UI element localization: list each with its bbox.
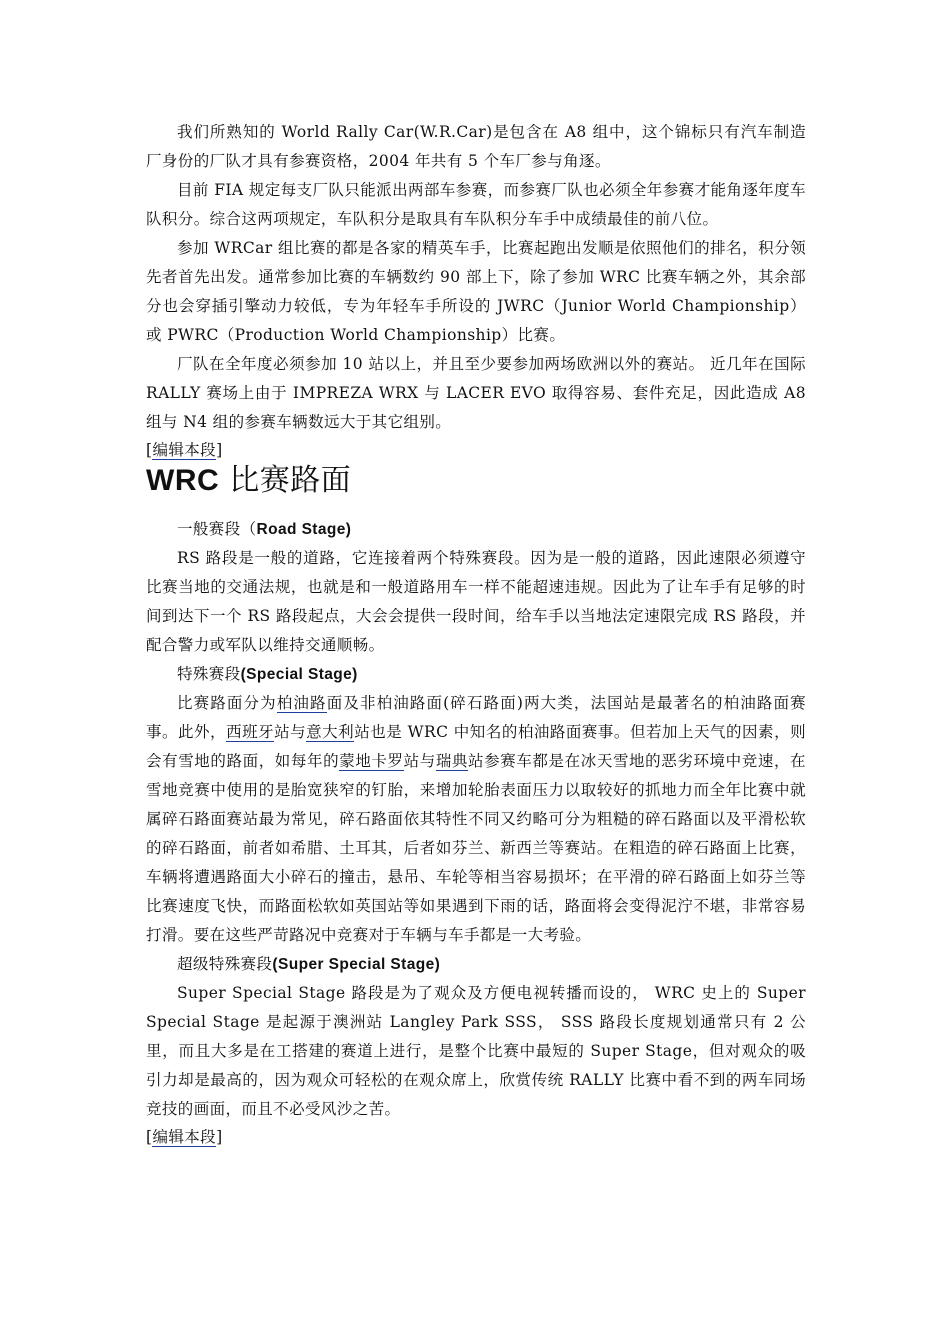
link-spain[interactable]: 西班牙 bbox=[226, 723, 275, 741]
link-sweden[interactable]: 瑞典 bbox=[435, 752, 469, 770]
special-stage-text-6: 站参赛车都是在冰天雪地的恶劣环境中竞速，在雪地竞赛中使用的是胎宽狭窄的钉胎，来增加轮胎表面压力以取较好的抓地力而全年比赛中就属碎石路面赛站最为常见，碎石路面依其特性不同又约略可分为粗糙的碎石路面以及平滑松软的碎石路面，前者如希腊、土耳其，后者如芬兰、新西兰等赛站。在粗造的碎石路面上比赛，车辆将遭遇路面大小碎石的撞击，悬吊、车轮等相当容易损坏；在平滑的碎石路面上如芬兰等比赛速度飞快，而路面松软如英国站等如果遇到下雨的话，路面将会变得泥泞不堪，非常容易打滑。要在这些严苛路况中竞赛对于车辆与车手都是一大考验。 bbox=[146, 752, 806, 944]
section-title-cn: 比赛路面 bbox=[219, 463, 352, 498]
document-page bbox=[146, 118, 806, 1148]
special-stage-text-3: 站与 bbox=[274, 723, 307, 741]
road-stage-heading bbox=[146, 515, 806, 544]
road-stage-paragraph: RS 路段是一般的道路，它连接着两个特殊赛段。因为是一般的道路，因此速限必须遵守比赛当地的交通法规，也就是和一般道路用车一样不能超速违规。因此为了让车手有足够的时间到达下一个 RS 路段起点，大会会提供一段时间，给车手以当地法定速限完成 RS 路段，并配合警力或军队以维持交通顺畅。 bbox=[146, 549, 806, 654]
link-asphalt[interactable]: 柏油路 bbox=[276, 694, 327, 712]
special-stage-paragraph bbox=[146, 689, 806, 950]
special-stage-text-4: 站也是 WRC 中知名的柏油路面赛事。但若加上天气的因素，则会有雪地的路面，如每年的 bbox=[146, 723, 806, 770]
super-special-stage-heading bbox=[146, 950, 806, 979]
edit-section-link-2-wrap: [编辑本段] bbox=[146, 1128, 223, 1146]
intro-paragraph-2: 目前 FIA 规定每支厂队只能派出两部车参赛，而参赛厂队也必须全年参赛才能角逐年度车队积分。综合这两项规定，车队积分是取具有车队积分车手中成绩最佳的前八位。 bbox=[146, 181, 806, 228]
link-monte-carlo[interactable]: 蒙地卡罗 bbox=[339, 752, 404, 770]
road-stage-heading-latin: Road Stage) bbox=[256, 521, 352, 538]
intro-paragraph-3: 参加 WRCar 组比赛的都是各家的精英车手，比赛起跑出发顺是依照他们的排名，积分领先者首先出发。通常参加比赛的车辆数约 90 部上下，除了参加 WRC 比赛车辆之外，其余部分也会穿插引擎动力较低，专为年轻车手所设的 JWRC（Junior World Championship）或 PWRC（Production World Championship）比赛。 bbox=[146, 239, 806, 344]
intro-paragraph-1: 我们所熟知的 World Rally Car(W.R.Car)是包含在 A8 组中，这个锦标只有汽车制造厂身份的厂队才具有参赛资格，2004 年共有 5 个车厂参与角逐。 bbox=[146, 123, 806, 170]
section-title bbox=[146, 461, 806, 501]
road-stage-heading-cn: 一般赛段（ bbox=[177, 520, 257, 538]
special-stage-heading bbox=[146, 660, 806, 689]
super-special-stage-heading-latin: (Super Special Stage) bbox=[272, 956, 441, 973]
special-stage-text-2: 面及非柏油路面(碎石路面)两大类，法国站是最著名的柏油路面赛事。此外， bbox=[146, 694, 807, 741]
intro-paragraph-4: 厂队在全年度必须参加 10 站以上，并且至少要参加两场欧洲以外的赛站。 近几年在国际 RALLY 赛场上由于 IMPREZA WRX 与 LACER EVO 取得容易、套件充足，因此造成 A8 组与 N4 组的参赛车辆数远大于其它组别。 bbox=[146, 355, 806, 431]
super-special-stage-heading-cn: 超级特殊赛段 bbox=[177, 955, 273, 973]
link-italy[interactable]: 意大利 bbox=[306, 723, 355, 741]
section-title-latin: WRC bbox=[146, 464, 220, 497]
edit-section-link-1[interactable]: 编辑本段 bbox=[152, 441, 217, 459]
super-special-stage-paragraph: Super Special Stage 路段是为了观众及方便电视转播而设的， WRC 史上的 Super Special Stage 是起源于澳洲站 Langley Park SSS， SSS 路段长度规划通常只有 2 公里，而且大多是在工搭建的赛道上进行，是整个比赛中最短的 Super Stage，但对观众的吸引力却是最高的，因为观众可轻松的在观众席上，欣赏传统 RALLY 比赛中看不到的两车同场竞技的画面，而且不必受风沙之苦。 bbox=[146, 984, 806, 1118]
special-stage-heading-latin: (Special Stage) bbox=[240, 666, 358, 683]
special-stage-text-5: 站与 bbox=[403, 752, 436, 770]
special-stage-heading-cn: 特殊赛段 bbox=[177, 665, 241, 683]
special-stage-text-1: 比赛路面分为 bbox=[177, 694, 277, 712]
edit-section-link-2[interactable]: 编辑本段 bbox=[152, 1128, 217, 1146]
edit-section-link-1-wrap: [编辑本段] bbox=[146, 441, 223, 459]
